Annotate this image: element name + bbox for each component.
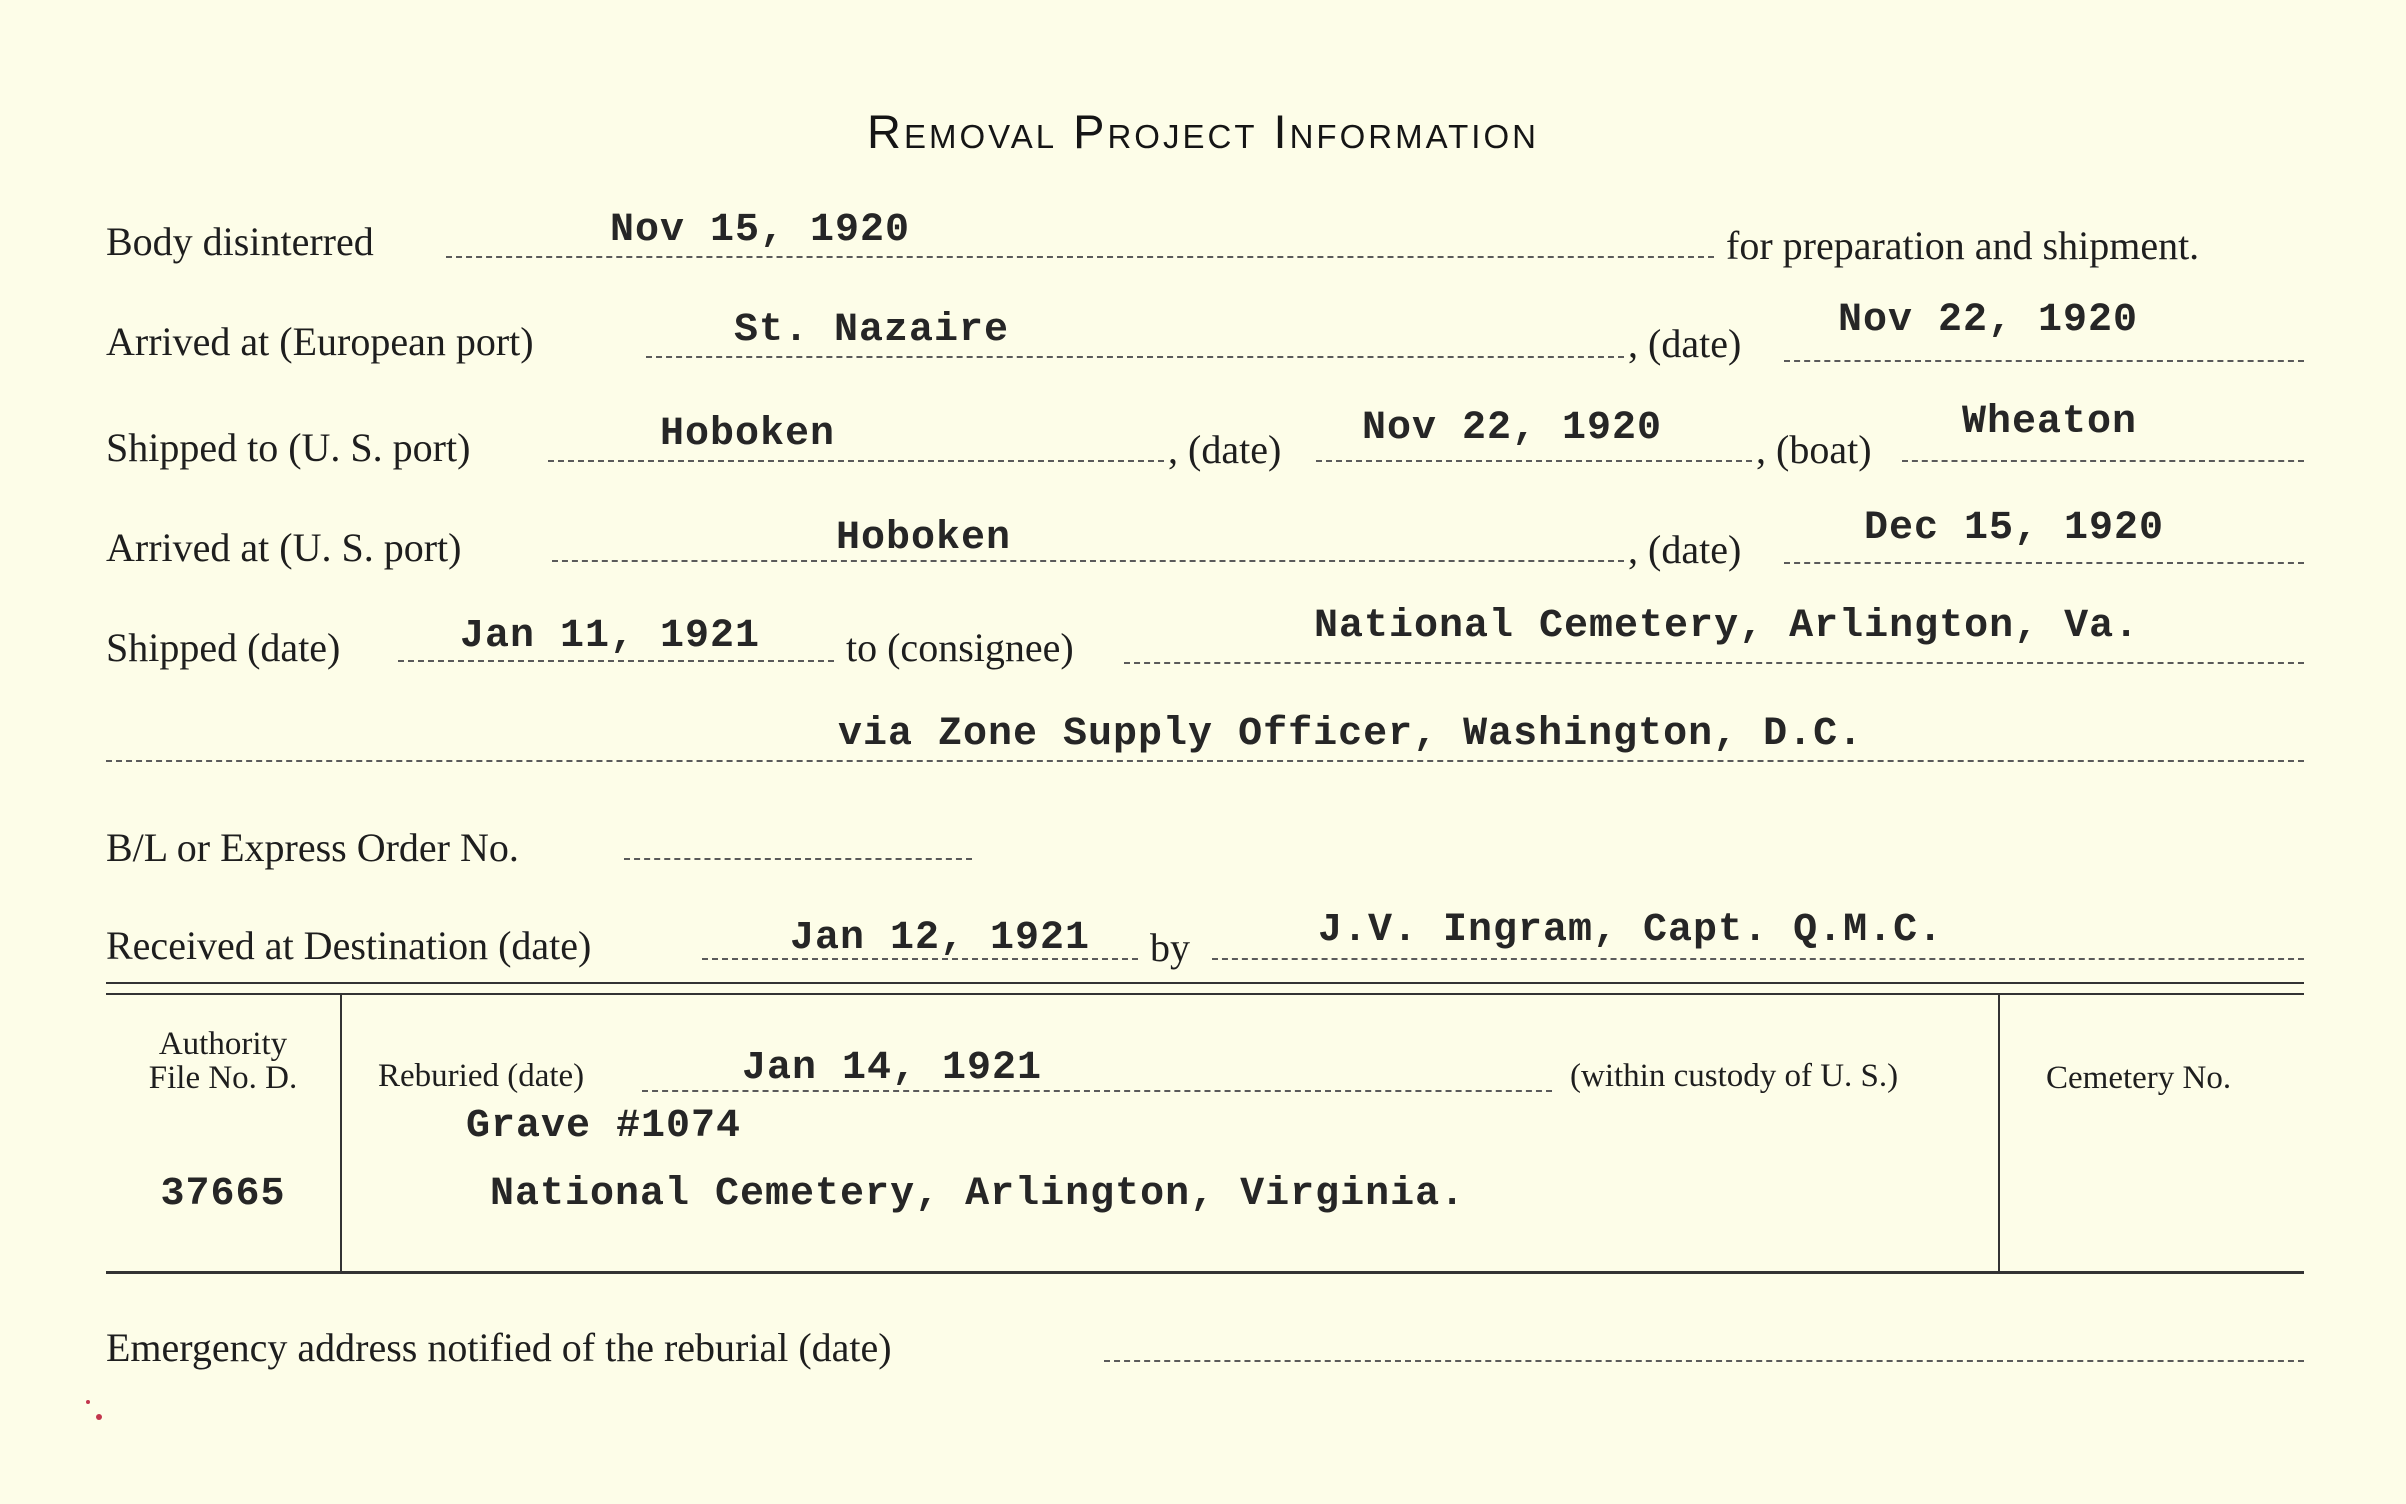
- us-port-shipped: Hoboken: [660, 412, 836, 457]
- european-port-date: Nov 22, 1920: [1838, 298, 2139, 343]
- received-date: Jan 12, 1921: [790, 916, 1091, 961]
- shipped-to-label: Shipped to (U. S. port): [106, 425, 471, 470]
- by-label: by: [1150, 925, 1190, 970]
- consignee-line-2: [106, 760, 2304, 762]
- form-title: Removal Project Information: [867, 105, 1539, 158]
- red-stain-speck: [86, 1400, 90, 1404]
- consignee-line: [1124, 662, 2304, 664]
- box-top-rule-1: [106, 982, 2304, 984]
- arrived-us-label: Arrived at (U. S. port): [106, 525, 462, 570]
- us-port-arrived-date: Dec 15, 1920: [1864, 506, 2165, 551]
- boat-label: , (boat): [1756, 427, 1872, 472]
- received-label: Received at Destination (date): [106, 923, 592, 968]
- cemetery-no-label: Cemetery No.: [2046, 1060, 2232, 1096]
- emergency-label: Emergency address notified of the reburial (date): [106, 1325, 892, 1370]
- us-port-arrived-line: [552, 560, 1624, 562]
- authority-label-1: Authority: [158, 1026, 288, 1062]
- grave-number: Grave #1074: [466, 1104, 742, 1149]
- authority-divider: [340, 995, 342, 1271]
- authority-file-no: 37665: [160, 1172, 286, 1217]
- shipped-date-label: Shipped (date): [106, 625, 341, 670]
- reburial-place: National Cemetery, Arlington, Virginia.: [490, 1172, 1466, 1217]
- reburied-label: Reburied (date): [378, 1058, 585, 1094]
- us-shipped-date-line: [1316, 460, 1752, 462]
- shipped-date-line: [398, 660, 834, 662]
- european-port-line: [646, 356, 1624, 358]
- custody-label: (within custody of U. S.): [1570, 1058, 1899, 1094]
- arrived-european-label: Arrived at (European port): [106, 319, 534, 364]
- us-port-shipped-date: Nov 22, 1920: [1362, 406, 1663, 451]
- received-by-line: [1212, 958, 2304, 960]
- authority-label-2: File No. D.: [148, 1060, 298, 1096]
- european-port: St. Nazaire: [734, 308, 1010, 353]
- cemetery-divider: [1998, 995, 2000, 1271]
- bl-line: [624, 858, 972, 860]
- us-shipped-date-label: , (date): [1168, 427, 1282, 472]
- european-date-line: [1784, 360, 2304, 362]
- body-disinterred-date: Nov 15, 1920: [610, 208, 911, 253]
- us-port-shipped-line: [548, 460, 1164, 462]
- box-top-rule-2: [106, 993, 2304, 995]
- received-by: J.V. Ingram, Capt. Q.M.C.: [1318, 908, 1944, 953]
- body-disinterred-label: Body disinterred: [106, 219, 374, 264]
- consignee: National Cemetery, Arlington, Va.: [1314, 604, 2140, 649]
- body-disinterred-line: [446, 256, 1714, 258]
- european-date-label: , (date): [1628, 321, 1742, 366]
- red-stain-mark: [96, 1414, 102, 1420]
- reburied-date: Jan 14, 1921: [742, 1046, 1043, 1091]
- for-preparation-label: for preparation and shipment.: [1726, 223, 2200, 268]
- boat-line: [1902, 460, 2304, 462]
- us-arrived-date-line: [1784, 562, 2304, 564]
- to-consignee-label: to (consignee): [846, 625, 1074, 670]
- us-arrived-date-label: , (date): [1628, 527, 1742, 572]
- us-port-arrived: Hoboken: [836, 516, 1012, 561]
- emergency-line: [1104, 1360, 2304, 1362]
- bl-label: B/L or Express Order No.: [106, 825, 519, 870]
- consignee-line-2-text: via Zone Supply Officer, Washington, D.C.: [838, 712, 1864, 757]
- shipped-date: Jan 11, 1921: [460, 614, 761, 659]
- boat-name: Wheaton: [1962, 400, 2138, 445]
- box-bottom-rule: [106, 1271, 2304, 1274]
